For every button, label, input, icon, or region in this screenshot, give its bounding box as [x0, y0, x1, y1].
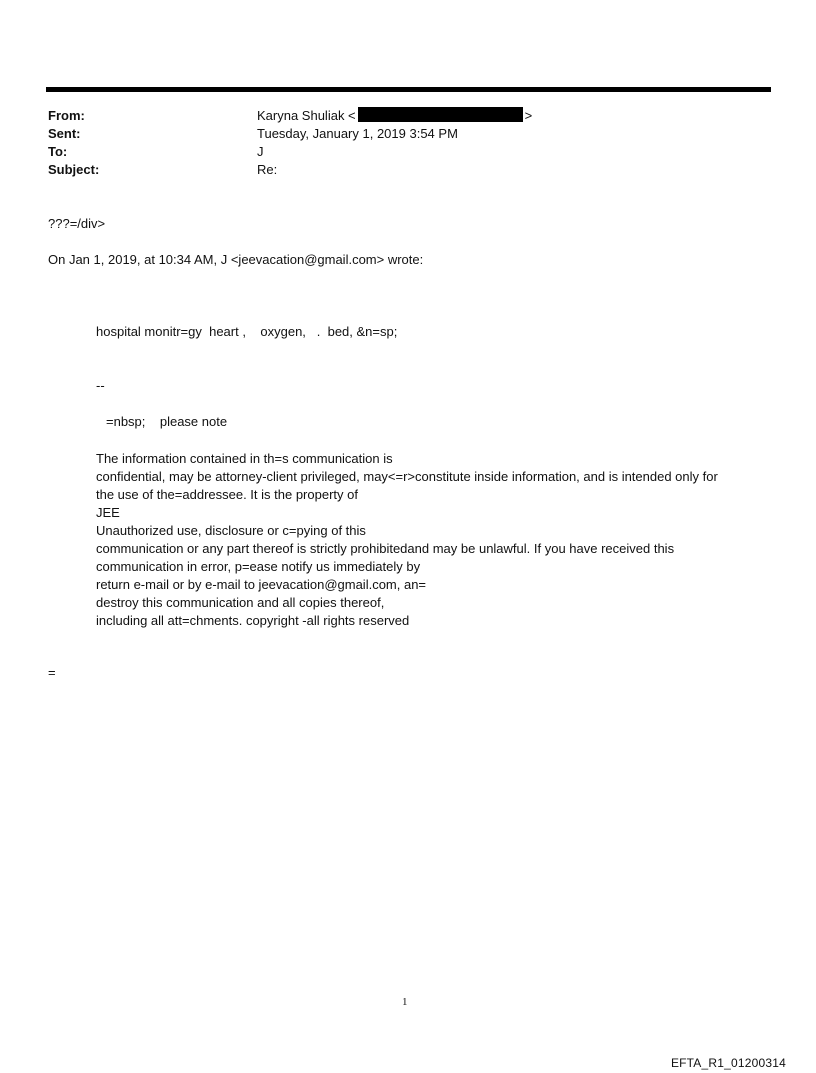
- from-value: [257, 107, 532, 125]
- quoted-message: hospital monitr=gy heart , oxygen, . bed, &n=sp;: [96, 324, 398, 339]
- subject-label: Subject:: [48, 162, 100, 177]
- to-label: To:: [48, 144, 68, 159]
- disclaimer-line: The information contained in th=s communication is: [96, 451, 393, 466]
- disclaimer-line: communication in error, p=ease notify us immediately by: [96, 559, 421, 574]
- sent-label: Sent:: [48, 126, 81, 141]
- trailing-equals: =: [48, 665, 56, 680]
- disclaimer-line: confidential, may be attorney-client privileged, may<=r>constitute inside information, and is intended only for: [96, 469, 718, 484]
- quote-intro: On Jan 1, 2019, at 10:34 AM, J <jeevacation@gmail.com> wrote:: [48, 252, 424, 267]
- from-close-bracket: >: [524, 108, 533, 123]
- sent-value: Tuesday, January 1, 2019 3:54 PM: [257, 126, 458, 141]
- from-label: From:: [48, 108, 85, 123]
- disclaimer-line: the use of the=addressee. It is the property of: [96, 487, 358, 502]
- please-note-line: =nbsp; please note: [106, 414, 228, 429]
- signature-separator: --: [96, 378, 105, 393]
- disclaimer-line: communication or any part thereof is strictly prohibitedand may be unlawful. If you have received this: [96, 541, 675, 556]
- disclaimer-line: including all att=chments. copyright -all rights reserved: [96, 613, 410, 628]
- bates-number: EFTA_R1_01200314: [670, 1056, 786, 1070]
- disclaimer-line: destroy this communication and all copies thereof,: [96, 595, 385, 610]
- subject-value: Re:: [257, 162, 278, 177]
- disclaimer-line: Unauthorized use, disclosure or c=pying of this: [96, 523, 366, 538]
- from-name: Karyna Shuliak <: [257, 108, 356, 123]
- redaction-box: [358, 107, 523, 122]
- disclaimer-line: return e-mail or by e-mail to jeevacation@gmail.com, an=: [96, 577, 427, 592]
- confidentiality-disclaimer: [96, 450, 718, 630]
- to-value: J: [257, 144, 264, 159]
- page-number: 1: [402, 996, 408, 1008]
- disclaimer-line: JEE: [96, 505, 120, 520]
- header-rule: [46, 87, 771, 92]
- body-first-line: ???=/div>: [48, 216, 106, 231]
